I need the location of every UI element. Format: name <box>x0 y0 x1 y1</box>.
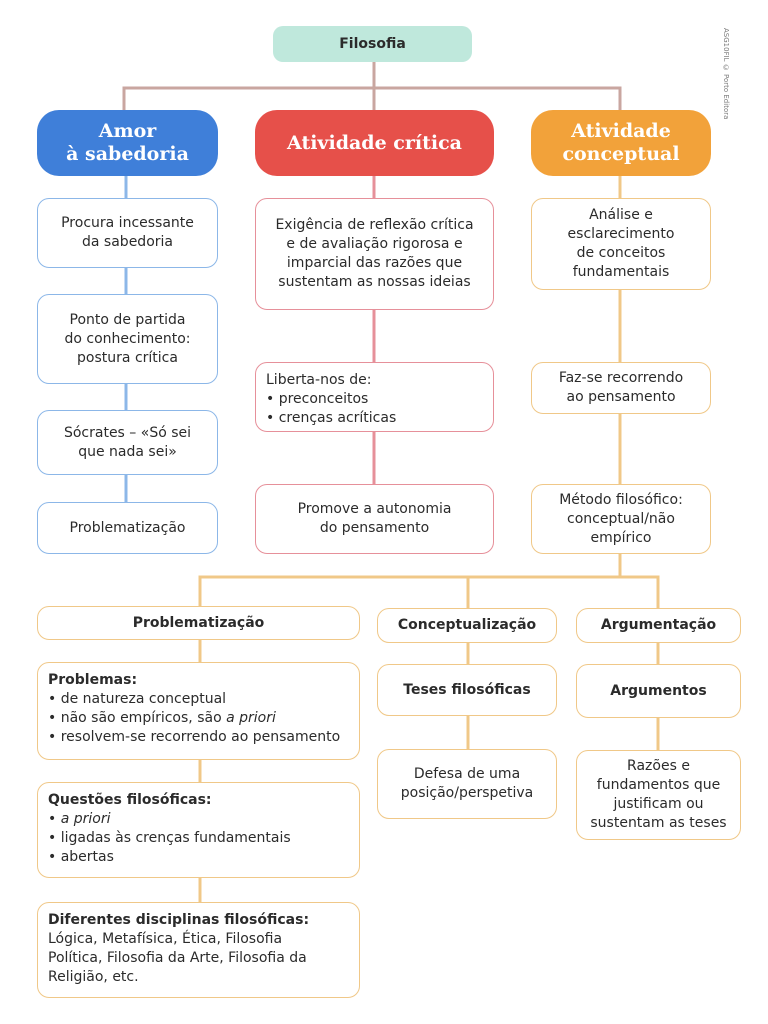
list-item <box>48 810 349 829</box>
text-line: Método filosófico: <box>559 491 683 508</box>
root-node: Filosofia <box>273 26 472 62</box>
list-item <box>48 709 349 728</box>
disciplines-box <box>37 902 360 998</box>
text-line: sustentam as nossas ideias <box>278 274 471 290</box>
problems-box <box>37 662 360 760</box>
text-line: Sócrates – «Só sei <box>63 424 192 441</box>
reasons-box <box>576 750 741 840</box>
text-line: postura crítica <box>77 349 178 366</box>
list-item-italic: a priori <box>226 710 276 726</box>
text-line: Análise e <box>589 207 653 223</box>
problematizacao-title: Problematização <box>37 606 360 640</box>
header-line: Amor <box>98 120 157 142</box>
header-line: conceptual <box>562 143 680 165</box>
header-conceptual-activity <box>531 110 711 176</box>
list-item-text: • <box>48 811 61 827</box>
text-line: Procura incessante <box>61 215 194 231</box>
list-item: • de natureza conceptual <box>48 691 227 707</box>
side-note: ASG10FIL © Porto Editora <box>722 28 730 120</box>
text-line: Religião, etc. <box>48 969 139 985</box>
argumentacao-title: Argumentação <box>576 608 741 643</box>
list-item: • abertas <box>48 849 114 865</box>
theses-box: Teses filosóficas <box>377 664 557 716</box>
text-line: justificam ou <box>613 796 704 812</box>
text-line: esclarecimento <box>567 226 675 242</box>
text-line: Exigência de reflexão crítica <box>275 217 474 233</box>
text-line: Lógica, Metafísica, Ética, Filosofia <box>48 931 283 947</box>
text-line: fundamentais <box>572 264 670 280</box>
love-item-4 <box>37 502 218 554</box>
text-line: Política, Filosofia da Arte, Filosofia da <box>48 950 307 966</box>
critical-item-1 <box>255 198 494 310</box>
text-line: e de avaliação rigorosa e <box>286 236 463 252</box>
list-item: • preconceitos <box>266 391 369 407</box>
text-line: da sabedoria <box>82 234 173 250</box>
text-line: sustentam as teses <box>590 815 727 831</box>
text-line: Problematização <box>69 519 186 536</box>
text-line: do conhecimento: <box>64 330 191 347</box>
critical-item-3 <box>255 484 494 554</box>
critical-item-2 <box>255 362 494 432</box>
problems-title: Problemas: <box>48 672 138 688</box>
text-line: fundamentos que <box>596 777 721 793</box>
questions-box <box>37 782 360 878</box>
text-line: imparcial das razões que <box>286 255 463 271</box>
text-line: conceptual/não <box>567 510 675 527</box>
text-line: Liberta-nos de: <box>266 372 372 388</box>
arguments-box: Argumentos <box>576 664 741 718</box>
conceptualizacao-title: Conceptualização <box>377 608 557 643</box>
header-love-of-wisdom <box>37 110 218 176</box>
text-line: ao pensamento <box>566 389 676 405</box>
text-line: do pensamento <box>319 520 430 536</box>
love-item-1 <box>37 198 218 268</box>
list-item-italic: a priori <box>60 811 111 827</box>
header-line: Atividade <box>571 120 671 142</box>
text-line: Ponto de partida <box>69 311 186 328</box>
text-line: Razões e <box>627 758 690 774</box>
list-item: • ligadas às crenças fundamentais <box>48 830 291 846</box>
list-item: • resolvem-se recorrendo ao pensamento <box>48 729 341 745</box>
text-line: Defesa de uma <box>413 766 521 782</box>
header-critical-activity: Atividade crítica <box>255 110 494 176</box>
list-item: • crenças acríticas <box>266 410 397 426</box>
text-line: Promove a autonomia <box>297 501 452 517</box>
love-item-2 <box>37 294 218 384</box>
text-line: empírico <box>590 529 652 546</box>
list-item-text: • não são empíricos, são <box>48 710 227 726</box>
questions-title: Questões filosóficas: <box>48 792 212 808</box>
conceptual-item-2 <box>531 362 711 414</box>
disciplines-title: Diferentes disciplinas filosóficas: <box>48 912 310 928</box>
conceptual-item-3 <box>531 484 711 554</box>
text-line: posição/perspetiva <box>400 785 534 801</box>
position-box <box>377 749 557 819</box>
text-line: que nada sei» <box>78 443 177 460</box>
text-line: Faz-se recorrendo <box>558 370 684 386</box>
header-line: à sabedoria <box>66 143 189 165</box>
conceptual-item-1 <box>531 198 711 290</box>
text-line: de conceitos <box>576 245 666 261</box>
love-item-3 <box>37 410 218 475</box>
